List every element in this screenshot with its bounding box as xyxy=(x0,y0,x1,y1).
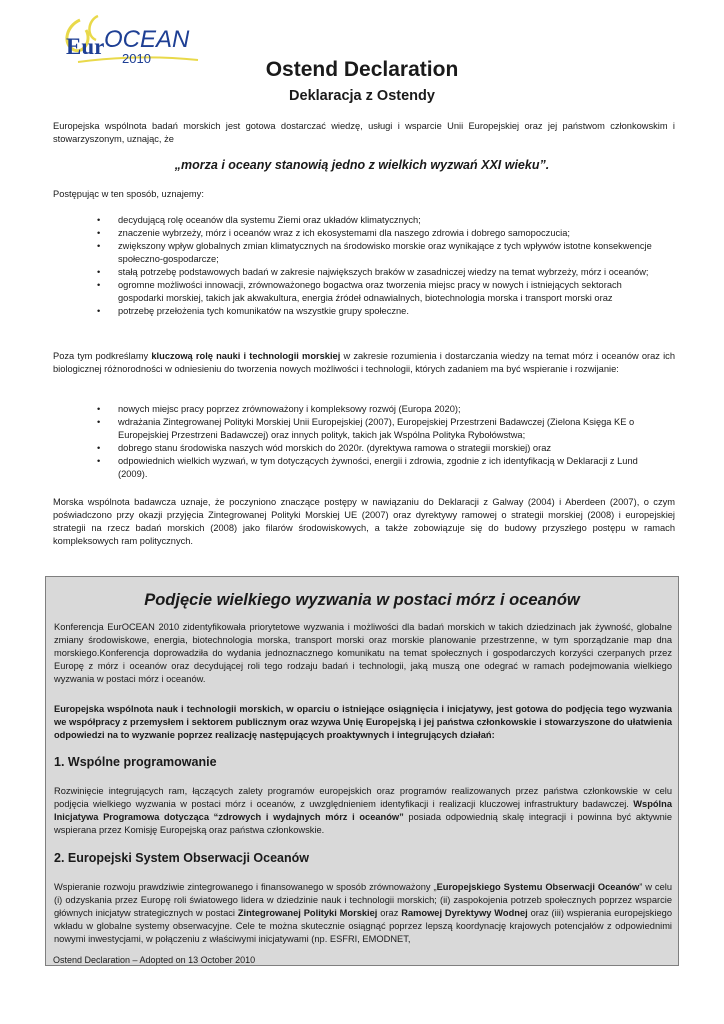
box-paragraph-community: Europejska wspólnota nauk i technologii morskich, w oparciu o istniejące osiągnięcia i inicjatywy, jest gotowa do podjęcia tego wyzwania we współpracy z przemysłem i sektorem publicznym oraz wzywa Unię Europejską i jej państwa członkowskie i stowarzyszone do ułatwienia odpowiedzi na to wyzwanie poprzez realizację następujących proaktywnych i integrujących działań: xyxy=(54,704,672,740)
section-text-joint-programming xyxy=(54,785,672,837)
text-bold: Zintegrowanej Polityki Morskiej xyxy=(237,908,378,918)
list-item: • ogromne możliwości innowacji, zrównoważonego bogactwa oraz tworzenia miejsc pracy w nowych i istniejących sektorach gospodarki morskiej, takich jak akwakultura, energia źródeł odnawialnych, biotechnologia morska i transport morski oraz xyxy=(53,279,675,305)
list-item: • odpowiednich wielkich wyzwań, w tym dotyczących żywności, energii i zdrowia, zgodnie z ich identyfikacją w Deklaracji z Lund (2009). xyxy=(53,455,675,481)
challenge-box xyxy=(45,576,679,966)
text-run: Rozwinięcie integrujących ram, łączących zalety programów europejskich oraz programów realizowanych przez państwa członkowskie w celu podjęcia wielkiego wyzwania w postaci mórz i oceanów, z uwzględnieniem identyfikacji i realizacji kluczowej infrastruktury badawczej. xyxy=(54,786,672,809)
list-item: • decydującą rolę oceanów dla systemu Ziemi oraz układów klimatycznych; xyxy=(53,214,675,227)
text-run: oraz xyxy=(377,908,402,918)
box-title: Podjęcie wielkiego wyzwania w postaci mórz i oceanów xyxy=(144,591,580,609)
list-item: • stałą potrzebę podstawowych badań w zakresie największych braków w zasadniczej wiedzy na temat wybrzeży, mórz i oceanów; xyxy=(53,266,675,279)
list-item: • nowych miejsc pracy poprzez zrównoważony i kompleksowy rozwój (Europa 2020); xyxy=(53,403,675,416)
section-heading-ocean-observing: 2. Europejski System Obserwacji Oceanów xyxy=(54,851,309,865)
intro-paragraph: Europejska wspólnota badań morskich jest gotowa dostarczać wiedzę, usługi i wsparcie Unii Europejskiej oraz jej państwom członkowskim i stowarzyszonym, uznając, że xyxy=(53,121,675,144)
text-run: posiada odpowiednią skalę integracji i powinna być aktywnie wspierana przez Komisję Europejską oraz państwa członkowskie. xyxy=(54,812,673,835)
text-bold: Wspólna Inicjatywa Programowa dotycząca “zdrowych i wydajnych mórz i oceanów” xyxy=(54,799,672,822)
text-bold: Europejskiego Systemu Obserwacji Oceanów xyxy=(436,882,640,892)
list-item: • znaczenie wybrzeży, mórz i oceanów wraz z ich ekosystemami dla naszego zdrowia i dobrego samopoczucia; xyxy=(53,227,675,240)
section-text-ocean-observing xyxy=(54,881,672,946)
recognition-list xyxy=(53,214,675,318)
list-item: • wdrażania Zintegrowanej Polityki Morskiej Unii Europejskiej (2007), Europejskiej Przestrzeni Badawczej (Zielona Księga KE o Europejskiej Przestrzeni Badawczej) oraz innych polityk, takich jak Wspólna Polityka Rybołówstwa; xyxy=(53,416,675,442)
list-item: • zwiększony wpływ globalnych zmian klimatycznych na środowisko morskie oraz wynikające z tych wpływów istotne konsekwencje społeczno-gospodarcze; xyxy=(53,240,675,266)
text-run: oraz (iii) wspierania europejskiego wkładu w globalne systemy obserwacyjne. Cele te można skutecznie osiągnąć poprzez lepszą koordynację krajowych potencjałów z odpowiednimi nowymi inwestycjami, w połączeniu z właściwymi inicjatywami (np. ESFRI, EMODNET, xyxy=(54,908,672,944)
logo-year-text: 2010 xyxy=(122,51,151,66)
section-heading-joint-programming: 1. Wspólne programowanie xyxy=(54,755,217,769)
support-list xyxy=(53,403,675,481)
text-run: ” w celu (i) odzyskania przez Europę roli światowego lidera w dziedzinie nauk i technologii morskich; (ii) zaspokojenia potrzeb społecznych poprzez wsparcie głównych inicjatyw strategicznych w postaci xyxy=(54,882,672,918)
progress-paragraph: Morska wspólnota badawcza uznaje, że poczyniono znaczące postępy w nawiązaniu do Deklaracji z Galway (2004) i Aberdeen (2007), o czym poświadczono przy okazji przyjęcia Zintegrowanej Polityki Morskiej UE (2007) oraz dyrektywy ramowej o strategii morskiej (2008) i europejskiej strategii na rzecz badań morskich (2008) jako filarów środowiskowych, a także zobowiązuje się do budowy przyszłego postępu w ramach kompleksowych ram politycznych. xyxy=(53,497,675,546)
science-paragraph xyxy=(53,350,675,376)
page-title: Ostend Declaration xyxy=(265,58,459,81)
logo-ocean-text: OCEAN xyxy=(104,26,190,53)
logo-eur-text: Eur xyxy=(66,34,105,59)
key-quote: „morza i oceany stanowią jedno z wielkich wyzwań XXI wieku”. xyxy=(174,158,550,172)
text-run: Poza tym podkreślamy xyxy=(53,351,152,361)
text-run: Wspieranie rozwoju prawdziwie zintegrowanego i finansowanego w sposób zrównoważony „ xyxy=(54,882,437,892)
page-subtitle: Deklaracja z Ostendy xyxy=(289,88,435,104)
text-bold: kluczową rolę nauki i technologii morskiej xyxy=(151,351,341,361)
box-paragraph-conference: Konferencja EurOCEAN 2010 zidentyfikowała priorytetowe wyzwania i możliwości dla badań morskich w takich dziedzinach jak żywność, globalne zmiany środowiskowe, energia, biotechnologia morska, transport morski oraz morskie planowanie przestrzenne, w tym sporządzanie map dna morskiego.Konferencja doprowadziła do wydania jednoznacznego komunikatu na temat społecznych i gospodarczych korzyści czerpanych przez Europę z mórz i oceanów oraz decydującej roli tego rodzaju badań i technologii, jaką muszą one odegrać w ramach podejmowania wielkiego wyzwania w postaci mórz i oceanów. xyxy=(54,622,672,684)
list-item: • potrzebę przełożenia tych komunikatów na wszystkie grupy społeczne. xyxy=(53,305,675,318)
text-bold: Ramowej Dyrektywy Wodnej xyxy=(401,908,528,918)
text-run: w zakresie rozumienia i dostarczania wiedzy na temat mórz i oceanów oraz ich biologicznej różnorodności w odniesieniu do tworzenia nowych możliwości i technologii, których zadaniem ma być wspieranie i rozwijanie: xyxy=(53,351,676,374)
page-footer: Ostend Declaration – Adopted on 13 October 2010 xyxy=(53,955,256,965)
lead-text: Postępując w ten sposób, uznajemy: xyxy=(53,189,204,199)
list-item: • dobrego stanu środowiska naszych wód morskich do 2020r. (dyrektywa ramowa o strategii morskiej) oraz xyxy=(53,442,675,455)
